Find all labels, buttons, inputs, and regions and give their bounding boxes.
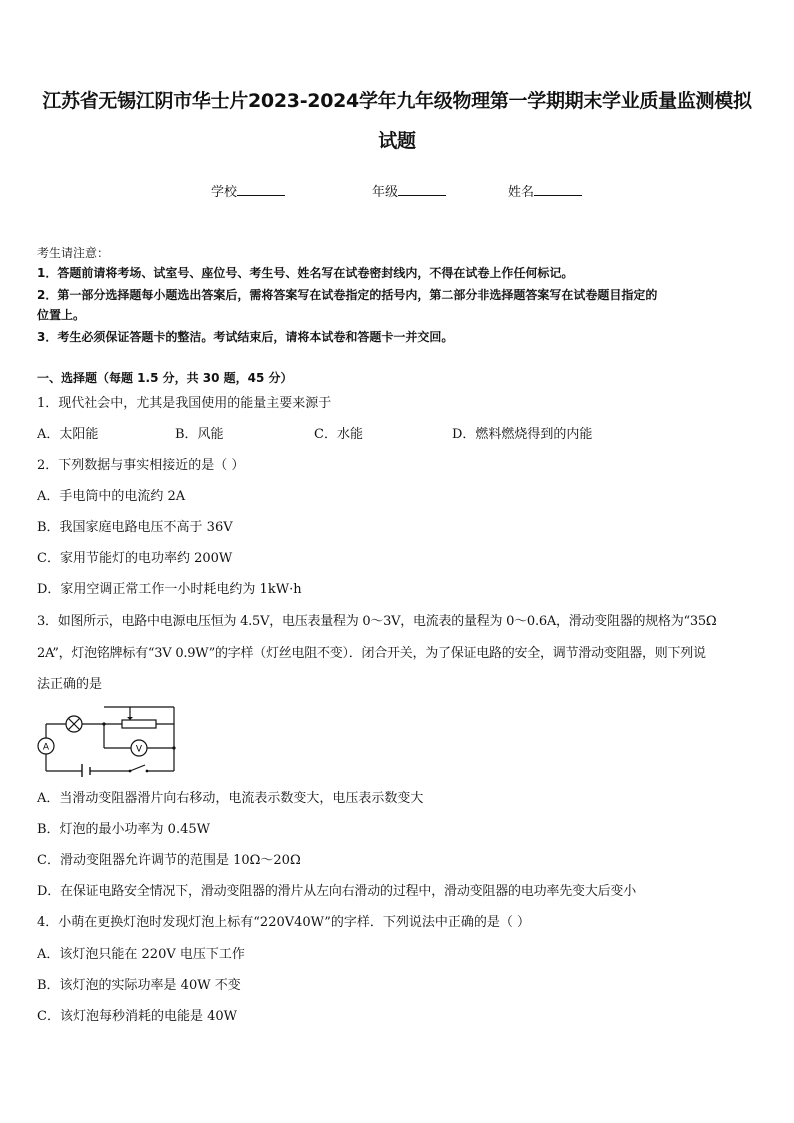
school-label: 学校	[211, 185, 238, 200]
q3-stem-line1: 3．如图所示，电路中电源电压恒为 4.5V，电压表量程为 0～3V，电流表的量程为 0～0.6A，滑动变阻器的规格为“35Ω	[37, 614, 717, 629]
switch-pivot-dot	[129, 770, 132, 773]
q1-option-a[interactable]: A．太阳能	[37, 427, 99, 442]
notice-item-2-cont: 位置上。	[37, 308, 86, 322]
q4-option-a[interactable]: A．该灯泡只能在 220V 电压下工作	[37, 947, 245, 962]
junction-dot-left	[102, 722, 105, 725]
q3-stem-line2: 2A”，灯泡铭牌标有“3V 0.9W”的字样（灯丝电阻不变）．闭合开关，为了保证电路的安全，调节滑动变阻器，则下列说	[37, 646, 706, 661]
school-blank[interactable]	[237, 183, 285, 196]
voltmeter-label: V	[135, 744, 143, 755]
grade-field[interactable]	[372, 181, 446, 200]
switch-contact-dot	[146, 770, 149, 773]
q2-option-d[interactable]: D．家用空调正常工作一小时耗电约为 1kW·h	[37, 582, 302, 597]
q2-option-a[interactable]: A．手电筒中的电流约 2A	[37, 489, 186, 504]
q2-stem: 2．下列数据与事实相接近的是（ ）	[37, 458, 245, 473]
exam-title-line1: 江苏省无锡江阴市华士片2023-2024学年九年级物理第一学期期末学业质量监测模拟	[42, 90, 752, 112]
notice-item-2: 2．第一部分选择题每小题选出答案后，需将答案写在试卷指定的括号内，第二部分非选择题答案写在试卷题目指定的	[37, 288, 658, 302]
grade-label: 年级	[372, 185, 399, 200]
q3-option-a[interactable]: A．当滑动变阻器滑片向右移动，电流表示数变大，电压表示数变大	[37, 791, 424, 806]
q3-option-c[interactable]: C．滑动变阻器允许调节的范围是 10Ω～20Ω	[37, 853, 301, 868]
q3-circuit-diagram	[34, 703, 180, 777]
grade-blank[interactable]	[398, 183, 446, 196]
name-label: 姓名	[508, 185, 535, 200]
school-field[interactable]	[211, 181, 285, 200]
name-field[interactable]	[508, 181, 582, 200]
notice-item-1: 1．答题前请将考场、试室号、座位号、考生号、姓名写在试卷密封线内，不得在试卷上作任何标记。	[37, 266, 574, 280]
q4-option-c[interactable]: C．该灯泡每秒消耗的电能是 40W	[37, 1009, 237, 1024]
switch-icon	[130, 765, 145, 771]
q3-stem-line3: 法正确的是	[37, 677, 103, 692]
rheostat-icon	[122, 720, 156, 728]
q1-option-b[interactable]: B．风能	[175, 427, 224, 442]
q1-option-d[interactable]: D．燃料燃烧得到的内能	[452, 427, 593, 442]
section-heading: 一、选择题（每题 1.5 分，共 30 题，45 分）	[37, 371, 293, 385]
notice-heading: 考生请注意：	[37, 246, 110, 260]
q2-option-c[interactable]: C．家用节能灯的电功率约 200W	[37, 551, 233, 566]
q4-option-b[interactable]: B．该灯泡的实际功率是 40W 不变	[37, 978, 241, 993]
q3-option-b[interactable]: B．灯泡的最小功率为 0.45W	[37, 822, 210, 837]
ammeter-label: A	[42, 742, 50, 753]
q1-option-c[interactable]: C．水能	[314, 427, 363, 442]
q3-option-d[interactable]: D．在保证电路安全情况下，滑动变阻器的滑片从左向右滑动的过程中，滑动变阻器的电功率先变大后变小	[37, 884, 637, 899]
q1-stem: 1．现代社会中，尤其是我国使用的能量主要来源于	[37, 396, 332, 411]
notice-item-3: 3．考生必须保证答题卡的整洁。考试结束后，请将本试卷和答题卡一并交回。	[37, 330, 454, 344]
q4-stem: 4．小萌在更换灯泡时发现灯泡上标有“220V40W”的字样．下列说法中正确的是（ ）	[37, 915, 531, 930]
name-blank[interactable]	[534, 183, 582, 196]
q1-options	[37, 426, 762, 444]
junction-dot-right	[172, 746, 175, 749]
q2-option-b[interactable]: B．我国家庭电路电压不高于 36V	[37, 520, 233, 535]
exam-title-line2: 试题	[378, 130, 416, 152]
